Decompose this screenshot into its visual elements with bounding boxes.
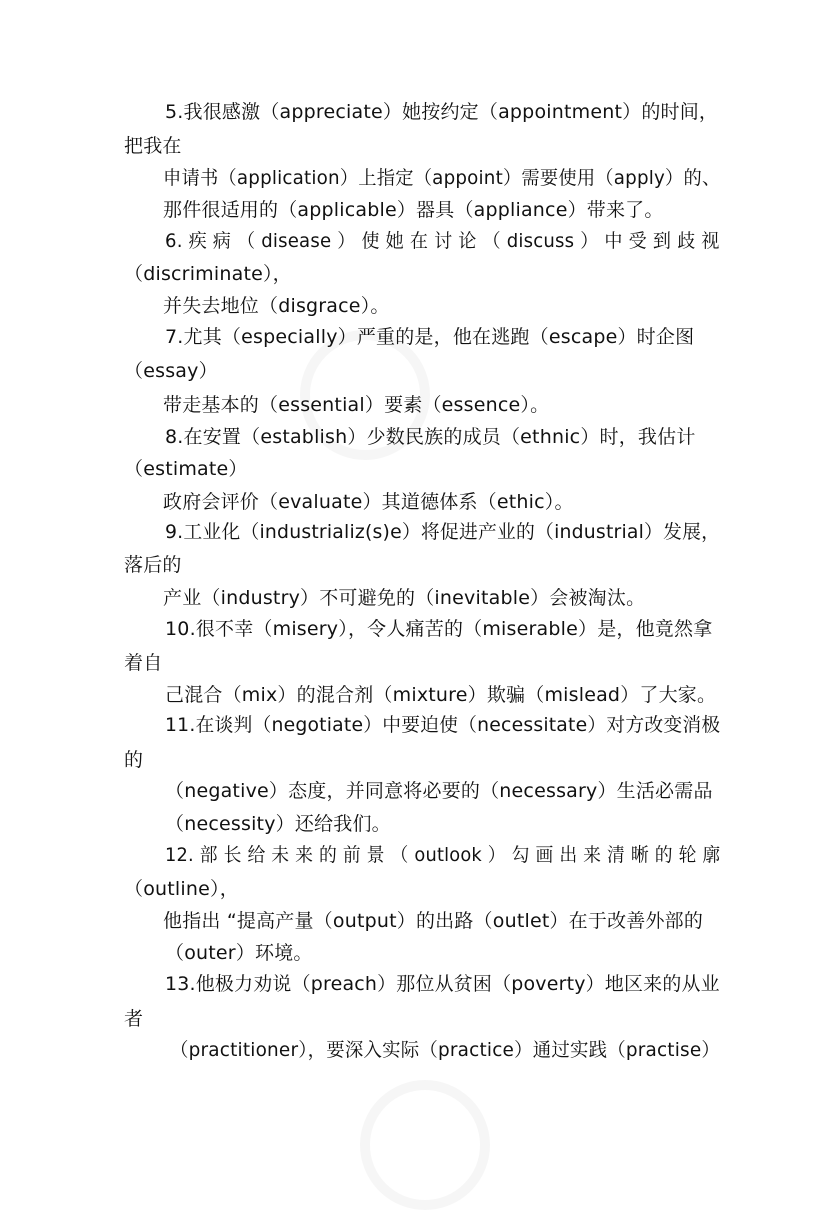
- text-line: （estimate）: [124, 458, 248, 480]
- text-line: 落后的: [124, 554, 182, 576]
- text-line: 并失去地位（disgrace）。: [163, 295, 390, 317]
- text-line: 着自: [124, 652, 163, 674]
- text-line: 政府会评价（evaluate）其道德体系（ethic）。: [163, 491, 574, 513]
- text-line: （outline），: [124, 878, 239, 900]
- text-line: （negative）态度，并同意将必要的（necessary）生活必需品: [165, 780, 713, 802]
- text-line: 他指出 “提高产量（output）的出路（outlet）在于改善外部的: [163, 910, 704, 932]
- text-line: 带走基本的（essential）要素（essence）。: [163, 394, 550, 416]
- text-line: （practitioner），要深入实际（practice）通过实践（practise）: [170, 1039, 720, 1061]
- text-line: 申请书（application）上指定（appoint）需要使用（apply）的、: [163, 167, 721, 189]
- text-line: （outer）环境。: [165, 942, 313, 964]
- text-line: 13.他极力劝说（preach）那位从贫困（poverty）地区来的从业: [165, 973, 720, 995]
- text-line: 8.在安置（establish）少数民族的成员（ethnic）时，我估计: [165, 426, 696, 448]
- watermark-mark: [360, 1080, 490, 1210]
- text-line: 10.很不幸（misery），令人痛苦的（miserable）是，他竟然拿: [165, 618, 713, 640]
- text-line: 11.在谈判（negotiate）中要迫使（necessitate）对方改变消极: [165, 714, 721, 736]
- text-line: 7.尤其（especially）严重的是，他在逃跑（escape）时企图: [165, 326, 695, 348]
- text-line: 9.工业化（industrializ(s)e）将促进产业的（industrial）发展，: [165, 521, 721, 543]
- text-line: 那件很适用的（applicable）器具（appliance）带来了。: [163, 199, 664, 221]
- text-line: 己混合（mix）的混合剂（mixture）欺骗（mislead）了大家。: [165, 684, 717, 706]
- text-line: 的: [124, 749, 144, 771]
- text-line: 6. 疾 病 （ disease ） 使 她 在 讨 论 （ discuss ） 中 受 到 歧 视: [165, 230, 720, 252]
- text-line: （discriminate），: [124, 263, 292, 285]
- text-line: （necessity）还给我们。: [165, 813, 391, 835]
- text-line: （essay）: [124, 360, 218, 382]
- text-line: 12. 部 长 给 未 来 的 前 景 （ outlook ） 勾 画 出 来 清 晰 的 轮 廓: [165, 844, 721, 866]
- text-line: 5.我很感激（appreciate）她按约定（appointment）的时间，: [165, 101, 719, 123]
- text-line: 产业（industry）不可避免的（inevitable）会被淘汰。: [163, 587, 646, 609]
- text-line: 者: [124, 1008, 144, 1030]
- text-line: 把我在: [124, 135, 182, 157]
